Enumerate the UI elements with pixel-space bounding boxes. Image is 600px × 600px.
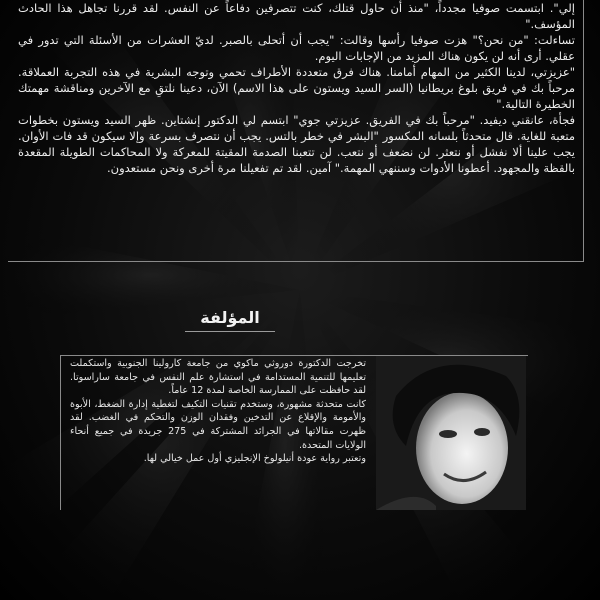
bio-paragraph: كانت متحدثة مشهورة، وستخدم تقنيات التكيف لتغطية إدارة الضغط، الأبوة والأمومة والإقلاع عن التدخين وفقدان الوزن والتحكم في الغضب. لقد ظهرت مقالاتها في الجرائد المشتركة في 275 جريدة في جميع أنحاء الولايات المتحدة. — [70, 398, 366, 451]
bio-paragraph: وتعتبر رواية عودة أنيلولوخ الإنجليزي أول عمل خيالي لها. — [143, 453, 366, 465]
excerpt-paragraph: فجأة، عانقني ديفيد. "مرحباً بك في الفريق. عزيزتي جوي" ابتسم لي الدكتور إنشتاين. ظهر السيد ويستون بخطوات متعبة للغاية. قال متحدثاً بلسانه المكسور "البشر في خطر بالتس. يجب أن نتصرف بسرعة وإلا سيكون قد فات الأوان. يجب علينا ألا نفشل أو نتعثر. لن نضعف أو نتعب. لن تتعبنا الصدمة المقيتة للمعركة ولا المحاكمات الطويلة المقعدة بالقظة والمجهود. أعطونا الأدوات وسننهي المهمة." آمين. لقد تم تفعيلنا مرة أخرى ونحن مستعدون. — [18, 113, 575, 175]
heading-underline — [185, 331, 275, 332]
author-portrait-illustration — [376, 356, 526, 510]
excerpt-text-block — [8, 0, 584, 262]
author-bio — [70, 357, 366, 466]
author-heading — [150, 308, 310, 338]
bio-paragraph: تخرجت الدكتورة دوروثي ماكوي من جامعة كارولينا الجنوبية واستكملت تعليمها للتنمية المستدامة في استشارة علم النفس في جامعة ساراسوتا. لقد حافظت على الممارسة الخاصة لمدة 12 عاماً. — [70, 358, 366, 397]
author-photo — [376, 356, 526, 510]
excerpt-paragraph: تساءلت: "من نحن؟" هزت صوفيا رأسها وقالت: "يجب أن أتحلى بالصبر. لديّ العشرات من الأسئلة التي تدور في عقلي. أرى أنه لن يكون هناك المزيد من الإجابات اليوم. — [18, 33, 575, 63]
author-heading-text: المؤلفة — [200, 308, 260, 327]
excerpt-paragraph: "عزيزتي، لدينا الكثير من المهام أمامنا. هناك فرق متعددة الأطراف تحمي وتوجه البشرية في هذه التجربة العملاقة. مرحباً بك في فريق بلوغ بريطانيا (السر السيد ويستون على هذا الاسم) الآن، دعينا نلتقِ مع الآخرين ومناقشة مهمتك الخطيرة التالية." — [18, 65, 575, 111]
excerpt-paragraph: إلي". ابتسمت صوفيا مجدداً، "منذ أن حاول قتلك، كنت تتصرفين دفاعاً عن النفس. لقد قررنا تجاهل هذا الحادث المؤسف." — [18, 1, 575, 31]
